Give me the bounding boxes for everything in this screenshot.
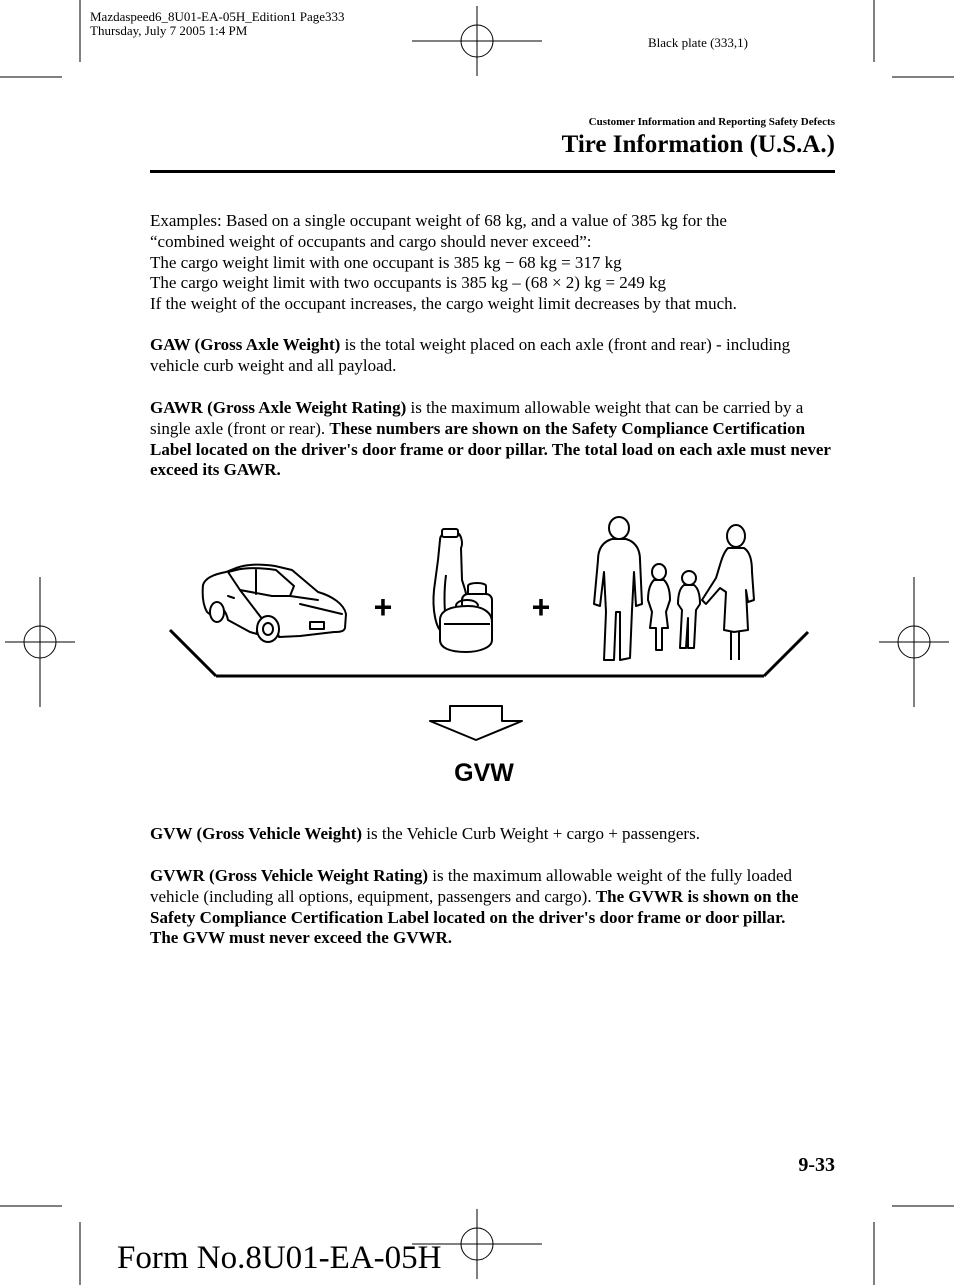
registration-mark-left [5, 577, 75, 707]
gvw-label: GVW [454, 759, 514, 787]
gawr-paragraph [150, 398, 840, 481]
section-heading: Customer Information and Reporting Safety Defects [588, 116, 835, 128]
gvwr-text: is the maximum allowable weight of the fully loaded vehicle (including all options, equipment, passengers and cargo). [150, 866, 792, 906]
gaw-text: is the total weight placed on each axle (front and rear) - including vehicle curb weight and all payload. [150, 335, 791, 375]
gawr-term: GAWR (Gross Axle Weight Rating) [150, 398, 407, 417]
plus-sign-2: + [531, 589, 551, 625]
gvw-text: is the Vehicle Curb Weight + cargo + passengers. [362, 824, 700, 843]
form-number: Form No.8U01-EA-05H [117, 1240, 442, 1276]
gaw-paragraph [150, 335, 840, 377]
gawr-bold-text: These numbers are shown on the Safety Compliance Certification Label located on the driver's door frame or door pillar. The total load on each axle must never exceed its GAWR. [150, 418, 831, 480]
black-plate-label: Black plate (333,1) [648, 35, 748, 50]
examples-line: If the weight of the occupant increases, the cargo weight limit decreases by that much. [150, 294, 737, 314]
examples-line: “combined weight of occupants and cargo should never exceed”: [150, 231, 592, 251]
examples-line: The cargo weight limit with one occupant is 385 kg − 68 kg = 317 kg [150, 252, 622, 272]
examples-line: Examples: Based on a single occupant weight of 68 kg, and a value of 385 kg for the [150, 211, 727, 230]
gvwr-paragraph [150, 866, 815, 949]
gvwr-bold-text: The GVWR is shown on the Safety Compliance Certification Label located on the driver's door frame or door pillar. The GVW must never exceed the GVWR. [150, 886, 799, 948]
gvw-term: GVW (Gross Vehicle Weight) [150, 824, 363, 843]
examples-block [150, 211, 840, 315]
print-file-line: Mazdaspeed6_8U01-EA-05H_Edition1 Page333 [90, 9, 345, 24]
page-title: Tire Information (U.S.A.) [561, 131, 835, 158]
gawr-text: is the maximum allowable weight that can be carried by a single axle (front or rear). [150, 398, 804, 438]
print-date-line: Thursday, July 7 2005 1:4 PM [90, 23, 248, 38]
gvw-paragraph [150, 824, 840, 845]
registration-mark-top [412, 6, 542, 76]
plus-sign-1: + [373, 589, 393, 625]
gaw-term: GAW (Gross Axle Weight) [150, 335, 341, 354]
gvwr-term: GVWR (Gross Vehicle Weight Rating) [150, 866, 428, 885]
title-rule [150, 170, 835, 173]
page-number: 9-33 [798, 1154, 835, 1176]
registration-mark-right [879, 577, 949, 707]
examples-line: The cargo weight limit with two occupants is 385 kg – (68 × 2) kg = 249 kg [150, 273, 667, 293]
